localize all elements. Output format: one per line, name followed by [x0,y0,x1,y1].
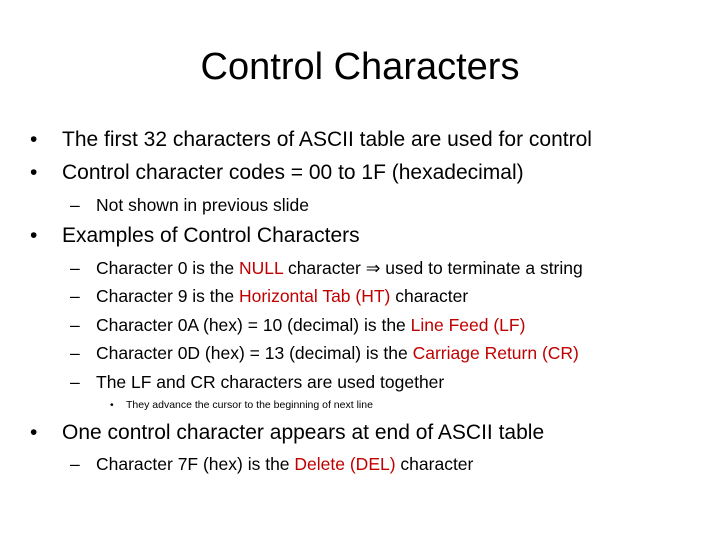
sub-bullet-item [70,193,309,217]
bullet-text: Control character codes = 00 to 1F (hexadecimal) [62,161,524,184]
highlight-term: NULL [238,258,284,278]
bullet-icon: • [110,399,114,411]
bullet-item [30,222,360,250]
sub-bullet-item [70,256,583,280]
dash-icon: – [70,315,80,335]
dash-icon: – [70,372,80,392]
dash-icon: – [70,454,80,474]
sub-bullet-text: Character 0 is the [96,258,239,278]
sub-bullet-item [70,370,444,394]
highlight-term: Horizontal Tab (HT) [238,286,391,306]
bullet-text: One control character appears at end of ASCII table [62,421,545,444]
slide-title: Control Characters [200,46,520,88]
dash-icon: – [70,343,80,363]
sub-bullet-text: character [390,286,469,306]
dash-icon: – [70,195,80,215]
highlight-term: Delete (DEL) [294,454,396,474]
bullet-icon: • [30,161,38,184]
bullet-icon: • [30,421,38,444]
sub-bullet-text: The LF and CR characters are used together [96,372,445,392]
dash-icon: – [70,258,80,278]
highlight-term: Carriage Return (CR) [412,343,579,363]
sub-bullet-text: character [395,454,474,474]
sub-bullet-item [70,341,579,365]
bullet-item [30,126,592,154]
highlight-term: Line Feed (LF) [410,315,526,335]
sub-bullet-text: Character 0D (hex) = 13 (decimal) is the [96,343,413,363]
sub-sub-bullet-item [110,398,373,412]
dash-icon: – [70,286,80,306]
bullet-icon: • [30,224,38,247]
sub-bullet-text: Not shown in previous slide [96,195,310,215]
bullet-item [30,159,524,187]
sub-bullet-text: Character 0A (hex) = 10 (decimal) is the [96,315,411,335]
bullet-icon: • [30,128,38,151]
sub-bullet-text: Character 7F (hex) is the [96,454,295,474]
sub-sub-bullet-text: They advance the cursor to the beginning of next line [126,399,373,411]
bullet-item [30,419,544,447]
sub-bullet-item [70,313,525,337]
sub-bullet-text: character ⇒ used to terminate a string [283,258,583,278]
sub-bullet-text: Character 9 is the [96,286,239,306]
bullet-text: The first 32 characters of ASCII table are used for control [62,128,592,151]
sub-bullet-item [70,452,473,476]
bullet-text: Examples of Control Characters [62,224,360,247]
sub-bullet-item [70,284,468,308]
